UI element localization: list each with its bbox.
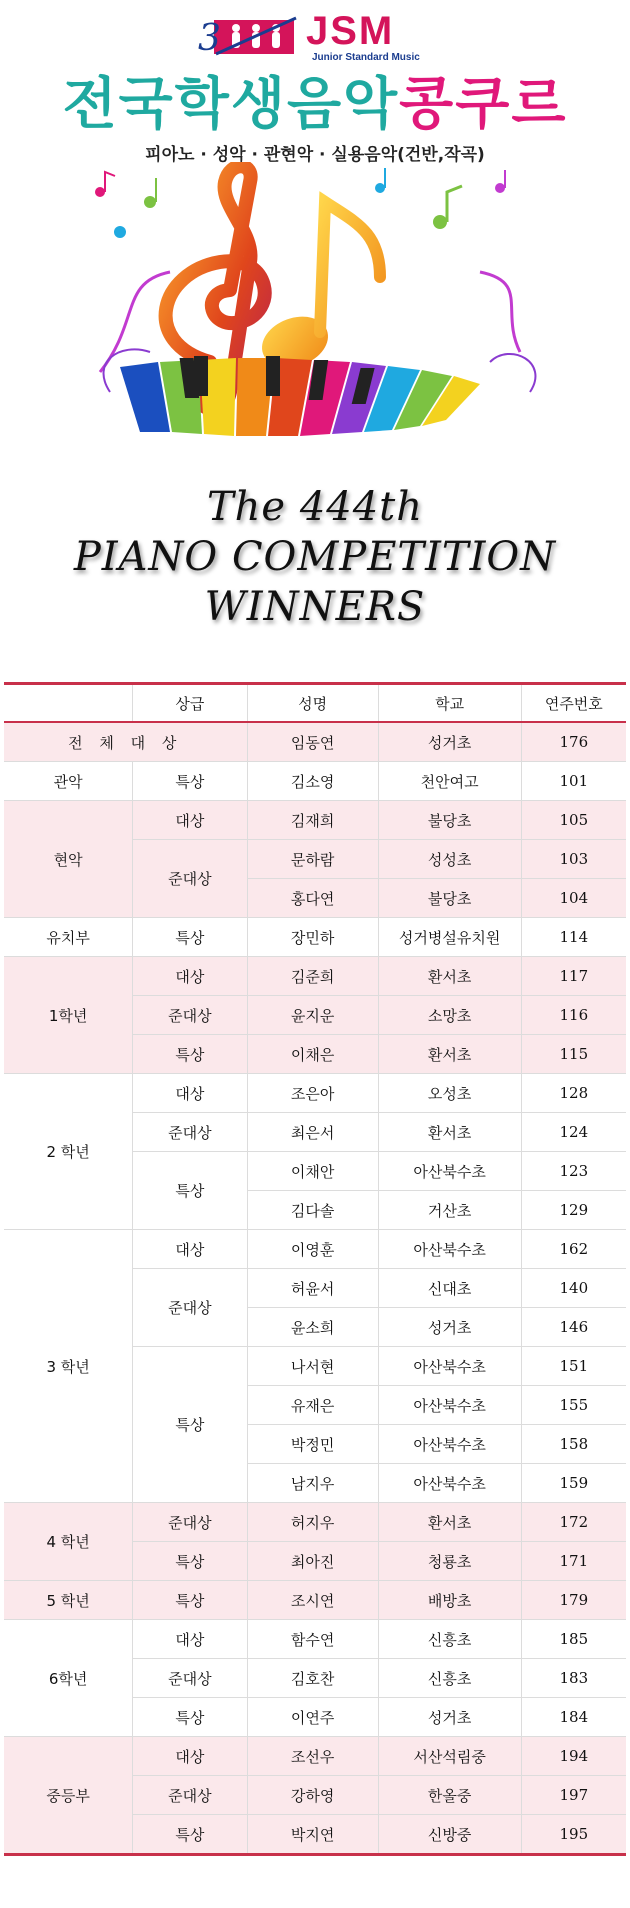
winner-name: 박정민 [247, 1425, 378, 1464]
winner-name: 조선우 [247, 1737, 378, 1776]
award-cell: 특상 [133, 1542, 247, 1581]
table-row [4, 957, 626, 996]
award-cell: 특상 [133, 918, 247, 957]
division-cell: 4 학년 [4, 1503, 133, 1581]
competition-title-line-2: PIANO COMPETITION [73, 534, 557, 580]
grand-prize-label: 전 체 대 상 [4, 722, 247, 762]
winner-name: 김다솔 [247, 1191, 378, 1230]
brand-subtitle: Junior Standard Music [312, 52, 420, 63]
winner-name: 김호찬 [247, 1659, 378, 1698]
winner-name: 함수연 [247, 1620, 378, 1659]
award-cell: 대상 [133, 801, 247, 840]
division-cell: 중등부 [4, 1737, 133, 1855]
winner-name: 남지우 [247, 1464, 378, 1503]
table-row [4, 801, 626, 840]
winner-school: 아산북수초 [378, 1347, 521, 1386]
winner-name: 임동연 [247, 722, 378, 762]
winner-school: 아산북수초 [378, 1386, 521, 1425]
winner-name: 나서현 [247, 1347, 378, 1386]
award-cell: 준대상 [133, 1776, 247, 1815]
winner-school: 신대초 [378, 1269, 521, 1308]
winner-name: 이영훈 [247, 1230, 378, 1269]
music-artwork-icon [80, 162, 550, 452]
winner-name: 홍다연 [247, 879, 378, 918]
header-name: 성명 [247, 684, 378, 723]
award-cell: 대상 [133, 1620, 247, 1659]
division-cell: 3 학년 [4, 1230, 133, 1503]
performance-number: 114 [521, 918, 626, 957]
brand-logo [0, 6, 630, 66]
title-part-2: 콩쿠르 [399, 72, 568, 137]
winner-name: 허윤서 [247, 1269, 378, 1308]
svg-text:3: 3 [198, 18, 221, 59]
performance-number: 116 [521, 996, 626, 1035]
competition-title-line-1: The 444th [206, 484, 423, 530]
winner-name: 윤지운 [247, 996, 378, 1035]
winner-school: 성성초 [378, 840, 521, 879]
winner-school: 한올중 [378, 1776, 521, 1815]
winner-school: 아산북수초 [378, 1152, 521, 1191]
performance-number: 183 [521, 1659, 626, 1698]
performance-number: 105 [521, 801, 626, 840]
award-cell: 특상 [133, 1815, 247, 1855]
table-row [4, 1737, 626, 1776]
winner-school: 성거초 [378, 1308, 521, 1347]
performance-number: 123 [521, 1152, 626, 1191]
award-cell: 준대상 [133, 840, 247, 918]
header-award: 상급 [133, 684, 247, 723]
winner-school: 오성초 [378, 1074, 521, 1113]
winner-name: 김소영 [247, 762, 378, 801]
award-cell: 준대상 [133, 1269, 247, 1347]
award-cell: 준대상 [133, 1503, 247, 1542]
winner-school: 환서초 [378, 1035, 521, 1074]
award-cell: 특상 [133, 1698, 247, 1737]
competition-title [0, 482, 630, 632]
jsm-logo-icon [196, 14, 300, 60]
table-row [4, 918, 626, 957]
table-row [4, 1581, 626, 1620]
winner-school: 환서초 [378, 1503, 521, 1542]
header-number: 연주번호 [521, 684, 626, 723]
floating-notes-icon [95, 168, 505, 238]
header-division [4, 684, 133, 723]
performance-number: 124 [521, 1113, 626, 1152]
page-title [0, 70, 630, 140]
award-cell: 특상 [133, 1035, 247, 1074]
performance-number: 115 [521, 1035, 626, 1074]
winner-name: 강하영 [247, 1776, 378, 1815]
performance-number: 151 [521, 1347, 626, 1386]
winner-name: 이채은 [247, 1035, 378, 1074]
winner-school: 불당초 [378, 801, 521, 840]
winner-school: 성거병설유치원 [378, 918, 521, 957]
table-row [4, 1503, 626, 1542]
award-cell: 대상 [133, 1230, 247, 1269]
award-cell: 준대상 [133, 1659, 247, 1698]
award-cell: 대상 [133, 1074, 247, 1113]
performance-number: 140 [521, 1269, 626, 1308]
division-cell: 관악 [4, 762, 133, 801]
winner-name: 조시연 [247, 1581, 378, 1620]
performance-number: 176 [521, 722, 626, 762]
winner-school: 아산북수초 [378, 1425, 521, 1464]
winner-school: 성거초 [378, 1698, 521, 1737]
performance-number: 104 [521, 879, 626, 918]
division-cell: 유치부 [4, 918, 133, 957]
performance-number: 158 [521, 1425, 626, 1464]
winner-name: 박지연 [247, 1815, 378, 1855]
winner-name: 장민하 [247, 918, 378, 957]
winner-name: 조은아 [247, 1074, 378, 1113]
division-cell: 2 학년 [4, 1074, 133, 1230]
winner-school: 신방중 [378, 1815, 521, 1855]
award-cell: 준대상 [133, 1113, 247, 1152]
performance-number: 101 [521, 762, 626, 801]
award-cell: 특상 [133, 1347, 247, 1503]
performance-number: 117 [521, 957, 626, 996]
winner-school: 신흥초 [378, 1659, 521, 1698]
winner-name: 유재은 [247, 1386, 378, 1425]
winner-name: 최아진 [247, 1542, 378, 1581]
winner-school: 환서초 [378, 1113, 521, 1152]
winner-school: 서산석림중 [378, 1737, 521, 1776]
performance-number: 129 [521, 1191, 626, 1230]
performance-number: 162 [521, 1230, 626, 1269]
performance-number: 159 [521, 1464, 626, 1503]
performance-number: 146 [521, 1308, 626, 1347]
winner-name: 문하람 [247, 840, 378, 879]
award-cell: 특상 [133, 1581, 247, 1620]
division-cell: 현악 [4, 801, 133, 918]
table-row [4, 1074, 626, 1113]
piano-keys-icon [120, 356, 480, 436]
winners-table [4, 682, 626, 1856]
table-row [4, 762, 626, 801]
performance-number: 197 [521, 1776, 626, 1815]
winner-name: 이채안 [247, 1152, 378, 1191]
winner-name: 김준희 [247, 957, 378, 996]
winner-school: 아산북수초 [378, 1464, 521, 1503]
brand-name: JSM [306, 9, 395, 53]
award-cell: 대상 [133, 957, 247, 996]
winner-school: 배방초 [378, 1581, 521, 1620]
table-row [4, 1620, 626, 1659]
page-subtitle: 피아노 · 성악 · 관현악 · 실용음악(건반,작곡) [145, 145, 485, 165]
winner-name: 허지우 [247, 1503, 378, 1542]
winner-school: 아산북수초 [378, 1230, 521, 1269]
competition-title-line-3: WINNERS [204, 584, 426, 630]
performance-number: 195 [521, 1815, 626, 1855]
header-school: 학교 [378, 684, 521, 723]
award-cell: 특상 [133, 762, 247, 801]
winner-school: 신흥초 [378, 1620, 521, 1659]
award-cell: 대상 [133, 1737, 247, 1776]
table-row [4, 1230, 626, 1269]
division-cell: 5 학년 [4, 1581, 133, 1620]
winner-school: 소망초 [378, 996, 521, 1035]
award-cell: 준대상 [133, 996, 247, 1035]
division-cell: 6학년 [4, 1620, 133, 1737]
performance-number: 184 [521, 1698, 626, 1737]
performance-number: 103 [521, 840, 626, 879]
performance-number: 128 [521, 1074, 626, 1113]
performance-number: 155 [521, 1386, 626, 1425]
winner-school: 성거초 [378, 722, 521, 762]
performance-number: 172 [521, 1503, 626, 1542]
table-body [4, 722, 626, 1855]
winner-name: 최은서 [247, 1113, 378, 1152]
winner-name: 윤소희 [247, 1308, 378, 1347]
winner-school: 청룡초 [378, 1542, 521, 1581]
title-part-1: 전국학생음악 [62, 72, 400, 137]
table-row-grand-prize [4, 722, 626, 762]
winner-school: 불당초 [378, 879, 521, 918]
performance-number: 171 [521, 1542, 626, 1581]
division-cell: 1학년 [4, 957, 133, 1074]
winner-school: 천안여고 [378, 762, 521, 801]
winner-school: 거산초 [378, 1191, 521, 1230]
winner-name: 김재희 [247, 801, 378, 840]
table-header-row [4, 684, 626, 723]
winner-school: 환서초 [378, 957, 521, 996]
award-cell: 특상 [133, 1152, 247, 1230]
winner-name: 이연주 [247, 1698, 378, 1737]
performance-number: 179 [521, 1581, 626, 1620]
performance-number: 185 [521, 1620, 626, 1659]
performance-number: 194 [521, 1737, 626, 1776]
